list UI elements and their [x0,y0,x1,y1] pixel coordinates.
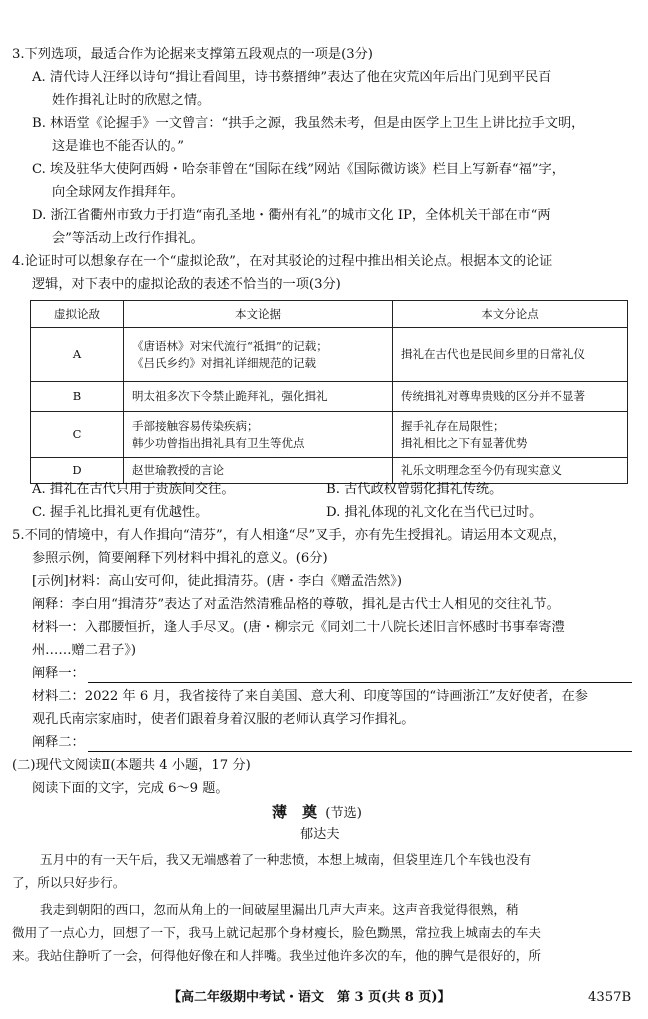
q4-table [30,300,628,484]
table-header-cell: 虚拟论敌 [31,301,124,328]
q5-example: [示例]材料：高山安可仰，徒此揖清芬。(唐・李白《赠孟浩然》) [32,574,403,589]
q4-stem: 4.论证时可以想象存在一个“虚拟论敌”，在对其驳论的过程中推出相关论点。根据本文的论证 [12,254,553,269]
passage-title [272,802,362,824]
row-point [393,328,628,382]
q5-material-1: 材料一：入郡腰恒折，逢人手尽叉。(唐・柳宗元《同刘二十八院长述旧言怀感时书事奉寄澧 [32,620,565,635]
passage-paragraph-2-cont: 微用了一点心力，回想了一下，我马上就记起那个身材瘦长，脸色黝黑，常拉我上城南去的车夫 [12,925,541,940]
q3-option-a: A. 清代诗人汪绎以诗句“揖让看闾里，诗书蔡搢绅”表达了他在灾荒凶年后出门见到平民百 [32,70,552,85]
point-line: 揖礼在古代也是民间乡里的日常礼仪 [401,347,585,361]
q4-option-c: C. 握手礼比揖礼更有优越性。 [32,505,209,520]
q5-material-2-cont: 观孔氏南宗家庙时，使者们跟着身着汉服的老师认真学习作揖礼。 [32,712,415,727]
row-label: D [31,458,124,484]
row-evidence [124,412,393,458]
evidence-line: 手部接触容易传染疾病； [132,418,259,433]
evidence-line: 《唐语林》对宋代流行“祗揖”的记载； [132,338,328,353]
row-label: B [31,382,124,412]
table-row [31,412,628,458]
passage-paragraph-1: 五月中的有一天午后，我又无端感着了一种悲愤，本想上城南，但袋里连几个车钱也没有 [40,852,532,867]
passage-title-note: (节选) [325,806,362,821]
row-evidence [124,328,393,382]
table-row [31,382,628,412]
paper-code: 4357B [588,990,632,1005]
q4-option-a: A. 揖礼在古代只用于贵族间交往。 [32,482,235,497]
answer-line-2[interactable] [88,751,632,752]
table-row [31,328,628,382]
evidence-line: 《吕氏乡约》对揖礼详细规范的记载 [132,355,316,370]
row-point [393,412,628,458]
point-line: 传统揖礼对尊卑贵贱的区分并不显著 [401,389,585,403]
q3-stem: 3.下列选项，最适合作为论据来支撑第五段观点的一项是(3分) [12,47,373,62]
passage-author: 郁达夫 [300,827,340,842]
q3-option-a-cont: 姓作揖礼让时的欣慰之情。 [52,93,211,108]
passage-paragraph-2-cont: 来。我站住静听了一会，何得他好像在和人拌嘴。我坐过他许多次的车，他的脾气是很好的，所 [12,948,541,963]
passage-paragraph-1-cont: 了，所以只好步行。 [12,875,126,890]
answer-line-1[interactable] [88,682,632,683]
point-line: 礼乐文明理念至今仍有现实意义 [401,463,562,477]
evidence-line: 赵世瑜教授的言论 [132,463,224,477]
q4-option-b: B. 古代政权曾弱化揖礼传统。 [326,482,503,497]
q3-option-d-cont: 会”等活动上改行作揖礼。 [52,231,204,246]
q4-stem-cont: 逻辑，对下表中的虚拟论敌的表述不恰当的一项(3分) [32,277,341,292]
q3-option-d: D. 浙江省衢州市致力于打造“南孔圣地・衢州有礼”的城市文化 IP，全体机关干部在市“两 [32,208,551,223]
q5-explanation-1-label: 阐释一： [32,666,85,681]
row-label: A [31,328,124,382]
row-label: C [31,412,124,458]
q3-option-c-cont: 向全球网友作揖拜年。 [52,185,184,200]
evidence-line: 韩少功曾指出揖礼具有卫生等优点 [132,435,305,450]
page-footer: 【高二年级期中考试・语文 第 3 页(共 8 页)】 [168,990,451,1005]
table-header-cell: 本文论据 [124,301,393,328]
passage-paragraph-2: 我走到朝阳的西口，忽而从角上的一间破屋里漏出几声大声来。这声音我觉得很熟，稍 [40,902,519,917]
section-instruction: 阅读下面的文字，完成 6～9 题。 [32,781,229,796]
q5-example-explanation: 阐释：李白用“揖清芬”表达了对孟浩然清雅品格的尊敬，揖礼是古代士人相见的交往礼节。 [32,597,560,612]
q5-material-1-cont: 州……赠二君子》) [32,643,137,658]
point-line: 握手礼存在局限性； [401,418,505,433]
q5-material-2: 材料二：2022 年 6 月，我省接待了来自美国、意大利、印度等国的“诗画浙江”友好使者，在参 [32,689,588,704]
q5-explanation-2-label: 阐释二： [32,735,85,750]
table-header-row [31,301,628,328]
q5-stem: 5.不同的情境中，有人作揖向“清芬”，有人相逢“尽”叉手，亦有先生授揖礼。请运用本文观点， [12,528,566,543]
q4-option-d: D. 揖礼体现的礼文化在当代已过时。 [326,505,543,520]
row-point [393,382,628,412]
q3-option-b: B. 林语堂《论握手》一文曾言：“拱手之源，我虽然未考，但是由医学上卫生上讲比拉手文明， [32,116,585,131]
row-evidence [124,382,393,412]
q3-option-c: C. 埃及驻华大使阿西姆・哈奈菲曾在“国际在线”网站《国际微访谈》栏目上写新春“福”字， [32,162,565,177]
q3-option-b-cont: 这是谁也不能否认的。” [52,139,185,154]
evidence-line: 明太祖多次下令禁止跪拜礼，强化揖礼 [132,389,328,403]
table-header-cell: 本文分论点 [393,301,628,328]
q5-stem-cont: 参照示例，简要阐释下列材料中揖礼的意义。(6分) [32,551,328,566]
point-line: 揖礼相比之下有显著优势 [401,435,528,450]
section-heading: (二)现代文阅读Ⅱ(本题共 4 小题，17 分) [12,758,251,773]
passage-title-text: 薄 奠 [272,803,318,821]
